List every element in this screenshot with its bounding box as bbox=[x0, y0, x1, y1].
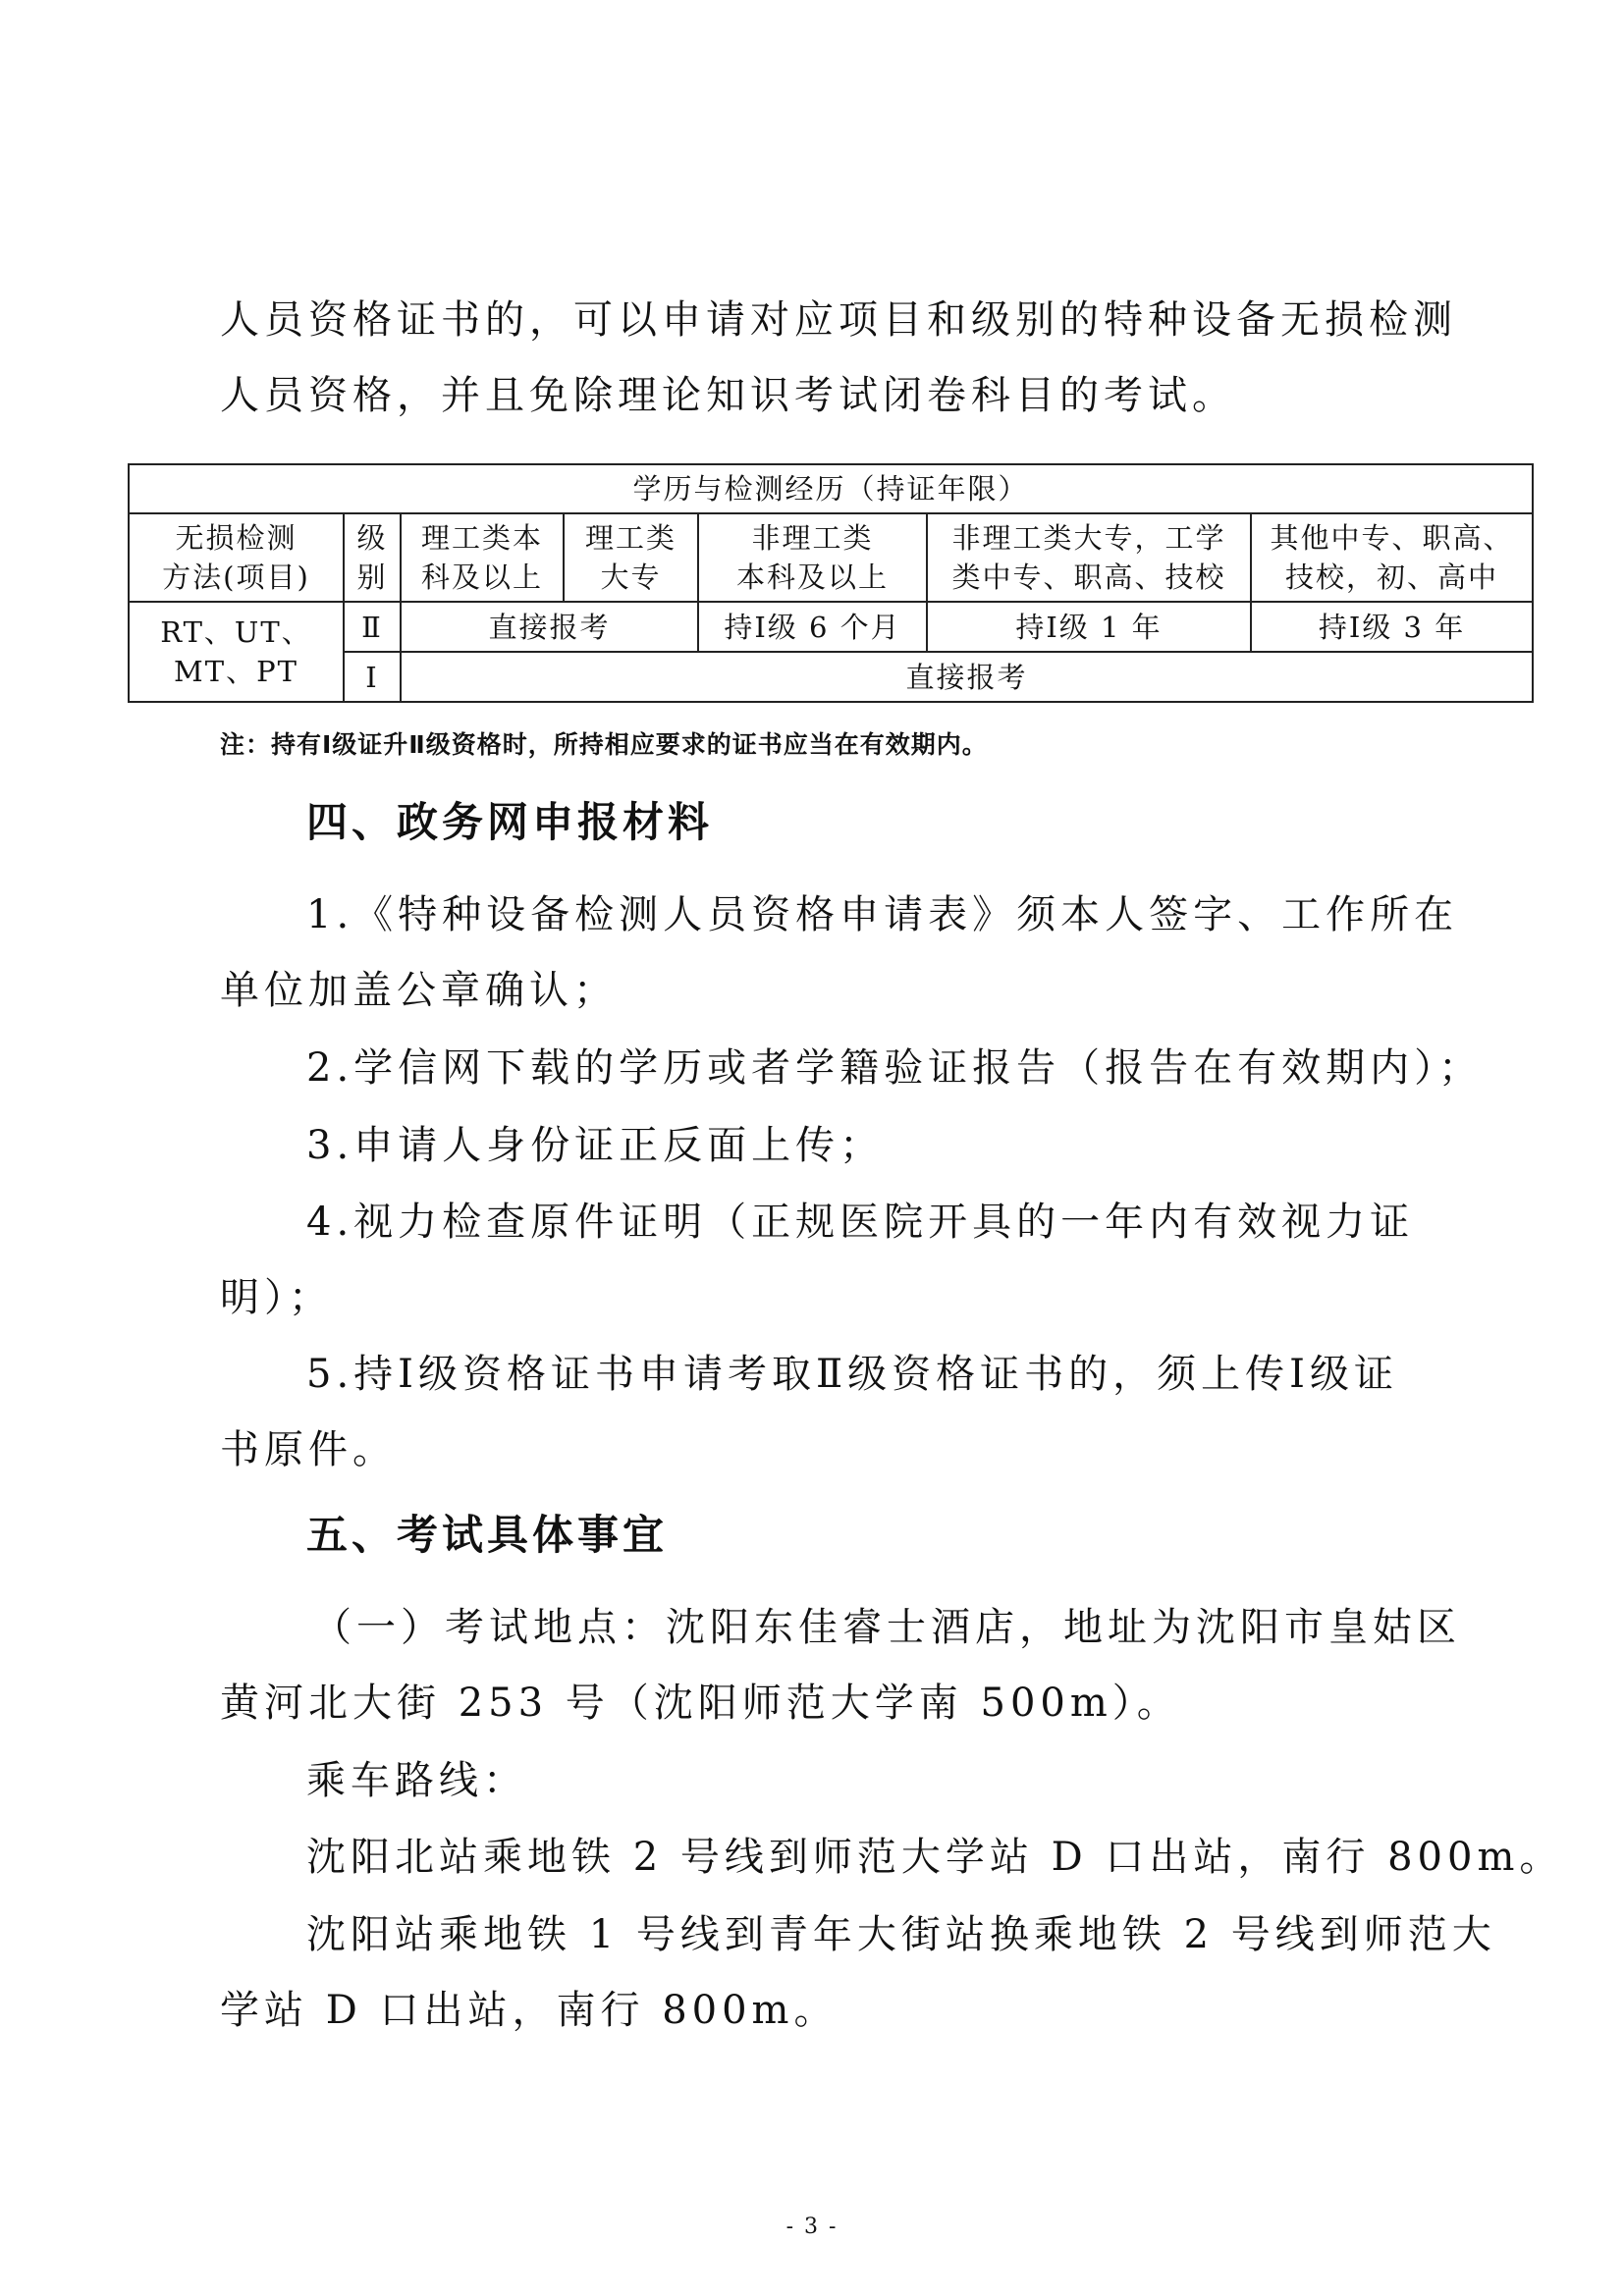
section-4-line: 2.学信网下载的学历或者学籍验证报告（报告在有效期内）； bbox=[306, 1045, 1484, 1091]
method-line-2: MT、PT bbox=[174, 655, 298, 688]
header-science-college-line-2: 大专 bbox=[600, 561, 662, 594]
table-note: 注：持有Ⅰ级证升Ⅱ级资格时，所持相应要求的证书应当在有效期内。 bbox=[220, 730, 988, 759]
section-4-line: 明）； bbox=[220, 1275, 333, 1320]
direct-apply-cell: 直接报考 bbox=[401, 652, 1533, 702]
header-science-bachelor-line-1: 理工类本 bbox=[420, 521, 543, 555]
method-line-1: RT、UT、 bbox=[160, 615, 312, 649]
requirement-cell: 持Ⅰ级 6 个月 bbox=[698, 602, 927, 652]
header-nonscience-college bbox=[927, 513, 1251, 602]
level-cell: Ⅰ bbox=[344, 652, 401, 702]
header-level bbox=[344, 513, 401, 602]
section-5-heading: 五、考试具体事宜 bbox=[306, 1511, 669, 1559]
header-nonscience-college-line-1: 非理工类大专，工学 bbox=[951, 521, 1226, 555]
intro-line-2: 人员资格，并且免除理论知识考试闭卷科目的考试。 bbox=[220, 373, 1236, 418]
header-nonscience-bachelor-line-1: 非理工类 bbox=[751, 521, 874, 555]
table-caption: 学历与检测经历（持证年限） bbox=[129, 464, 1533, 513]
header-level-line-1: 级 bbox=[356, 521, 388, 555]
header-method-line-1: 无损检测 bbox=[175, 521, 298, 555]
header-nonscience-college-line-2: 类中专、职高、技校 bbox=[951, 561, 1226, 594]
level-cell: Ⅱ bbox=[344, 602, 401, 652]
section-4-line: 书原件。 bbox=[220, 1427, 397, 1472]
header-science-college bbox=[564, 513, 698, 602]
section-4-line: 1.《特种设备检测人员资格申请表》须本人签字、工作所在 bbox=[306, 892, 1459, 937]
header-nonscience-bachelor-line-2: 本科及以上 bbox=[735, 561, 889, 594]
page-number: - 3 - bbox=[785, 2215, 839, 2239]
header-science-college-line-1: 理工类 bbox=[584, 521, 677, 555]
header-level-line-2: 别 bbox=[356, 561, 388, 594]
direct-apply-cell: 直接报考 bbox=[401, 602, 698, 652]
header-other-school bbox=[1251, 513, 1533, 602]
section-5-line: （一）考试地点：沈阳东佳睿士酒店，地址为沈阳市皇姑区 bbox=[312, 1605, 1461, 1650]
section-4-line: 5.持Ⅰ级资格证书申请考取Ⅱ级资格证书的，须上传Ⅰ级证 bbox=[306, 1352, 1398, 1397]
header-method bbox=[129, 513, 344, 602]
section-5-line: 乘车路线： bbox=[306, 1758, 527, 1803]
section-5-line: 沈阳站乘地铁 1 号线到青年大街站换乘地铁 2 号线到师范大 bbox=[306, 1912, 1496, 1957]
method-cell bbox=[129, 602, 344, 702]
header-science-bachelor-line-2: 科及以上 bbox=[420, 561, 543, 594]
header-other-school-line-2: 技校，初、高中 bbox=[1285, 561, 1499, 594]
header-nonscience-bachelor bbox=[698, 513, 927, 602]
section-5-line: 学站 D 口出站，南行 800m。 bbox=[220, 1988, 839, 2033]
section-4-line: 4.视力检查原件证明（正规医院开具的一年内有效视力证 bbox=[306, 1200, 1415, 1245]
section-4-line: 单位加盖公章确认； bbox=[220, 968, 618, 1013]
section-4-heading: 四、政务网申报材料 bbox=[306, 798, 714, 846]
section-5-line: 黄河北大街 253 号（沈阳师范大学南 500m）。 bbox=[220, 1681, 1181, 1726]
qualification-table bbox=[128, 463, 1534, 703]
section-4-line: 3.申请人身份证正反面上传； bbox=[306, 1123, 885, 1168]
requirement-cell: 持Ⅰ级 1 年 bbox=[927, 602, 1251, 652]
intro-line-1: 人员资格证书的，可以申请对应项目和级别的特种设备无损检测 bbox=[220, 297, 1457, 343]
header-method-line-2: 方法(项目) bbox=[162, 561, 310, 594]
section-5-line: 沈阳北站乘地铁 2 号线到师范大学站 D 口出站，南行 800m。 bbox=[306, 1835, 1564, 1880]
header-other-school-line-1: 其他中专、职高、 bbox=[1270, 521, 1514, 555]
header-science-bachelor bbox=[401, 513, 564, 602]
requirement-cell: 持Ⅰ级 3 年 bbox=[1251, 602, 1533, 652]
